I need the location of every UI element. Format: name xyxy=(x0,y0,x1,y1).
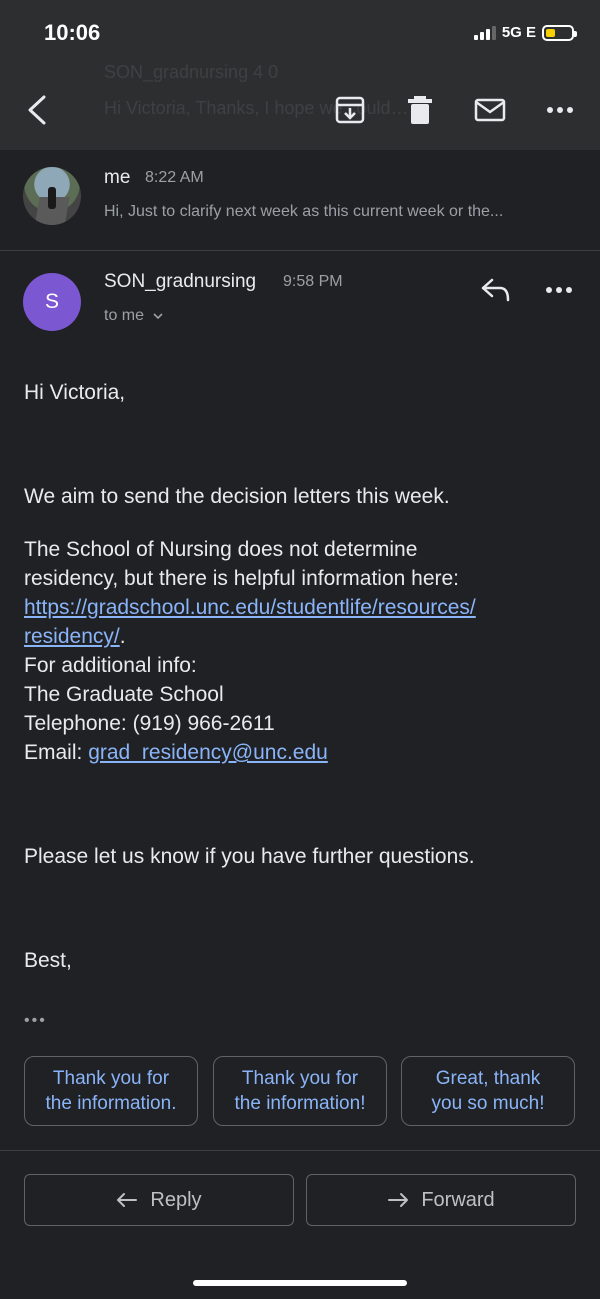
recipient-label: to me xyxy=(104,307,145,324)
reply-button[interactable] xyxy=(24,1174,294,1226)
email-label: Email: xyxy=(24,741,89,764)
residency-link[interactable]: https://gradschool.unc.edu/studentlife/resources/ xyxy=(24,596,476,619)
more-options-icon[interactable] xyxy=(544,94,576,126)
reply-label: Reply xyxy=(150,1188,202,1211)
residency-link-line xyxy=(24,622,126,651)
email-paragraph: The School of Nursing does not determine xyxy=(24,538,418,561)
link-period: . xyxy=(119,625,126,648)
email-signoff: Best, xyxy=(24,949,72,972)
recipient-details-toggle[interactable] xyxy=(104,307,164,325)
mark-unread-mail-icon[interactable] xyxy=(474,94,506,126)
faded-header-line: SON_gradnursing 4 0 xyxy=(104,62,279,82)
phone-number: Telephone: (919) 966-2611 xyxy=(24,712,275,735)
chip-label: the information! xyxy=(234,1093,366,1114)
chip-label: Great, thank xyxy=(435,1068,541,1089)
chip-label: Thank you for xyxy=(241,1068,359,1089)
message-time: 8:22 AM xyxy=(145,169,204,186)
message-more-icon[interactable] xyxy=(544,276,574,304)
collapsed-message-row[interactable] xyxy=(0,150,600,251)
email-paragraph: For additional info: xyxy=(24,654,197,677)
chip-label: Thank you for xyxy=(52,1068,170,1089)
forward-label: Forward xyxy=(421,1188,495,1211)
email-paragraph: We aim to send the decision letters this week. xyxy=(24,485,450,508)
chevron-down-icon xyxy=(152,312,164,320)
faded-header-snippet: Hi Victoria, Thanks, I hope we could… xyxy=(104,98,409,118)
avatar: S xyxy=(23,273,81,331)
email-link[interactable]: grad_residency@unc.edu xyxy=(88,741,328,764)
divider xyxy=(0,1150,600,1151)
avatar xyxy=(23,167,81,225)
reply-icon[interactable] xyxy=(480,276,512,304)
message-snippet: Hi, Just to clarify next week as this current week or the... xyxy=(104,203,504,220)
home-indicator xyxy=(193,1280,407,1286)
residency-link[interactable]: residency/ xyxy=(24,625,120,648)
forward-button[interactable] xyxy=(306,1174,576,1226)
email-contact-line xyxy=(24,738,328,767)
network-label: 5G E xyxy=(501,24,536,41)
chip-label: the information. xyxy=(45,1093,177,1114)
sender-name: SON_gradnursing xyxy=(104,271,257,292)
status-indicators xyxy=(474,24,574,41)
sender-name: me xyxy=(104,167,131,188)
email-paragraph: Please let us know if you have further questions. xyxy=(24,845,475,868)
email-paragraph: The Graduate School xyxy=(24,683,224,706)
smart-reply-chip[interactable] xyxy=(24,1056,198,1126)
email-paragraph: residency, but there is helpful information here: xyxy=(24,567,460,590)
forward-icon xyxy=(387,1191,409,1209)
smart-reply-chip[interactable] xyxy=(213,1056,387,1126)
email-greeting: Hi Victoria, xyxy=(24,381,126,404)
show-trimmed-content-button[interactable]: ••• xyxy=(24,1012,47,1029)
delete-icon[interactable] xyxy=(404,94,436,126)
message-time: 9:58 PM xyxy=(283,273,343,290)
back-arrow-icon[interactable] xyxy=(24,95,54,125)
reply-icon xyxy=(116,1191,138,1209)
battery-icon xyxy=(542,25,574,41)
archive-icon[interactable] xyxy=(334,94,366,126)
signal-icon xyxy=(474,26,496,40)
status-time: 10:06 xyxy=(44,20,101,45)
chip-label: you so much! xyxy=(431,1093,545,1114)
smart-reply-chip[interactable] xyxy=(401,1056,575,1126)
